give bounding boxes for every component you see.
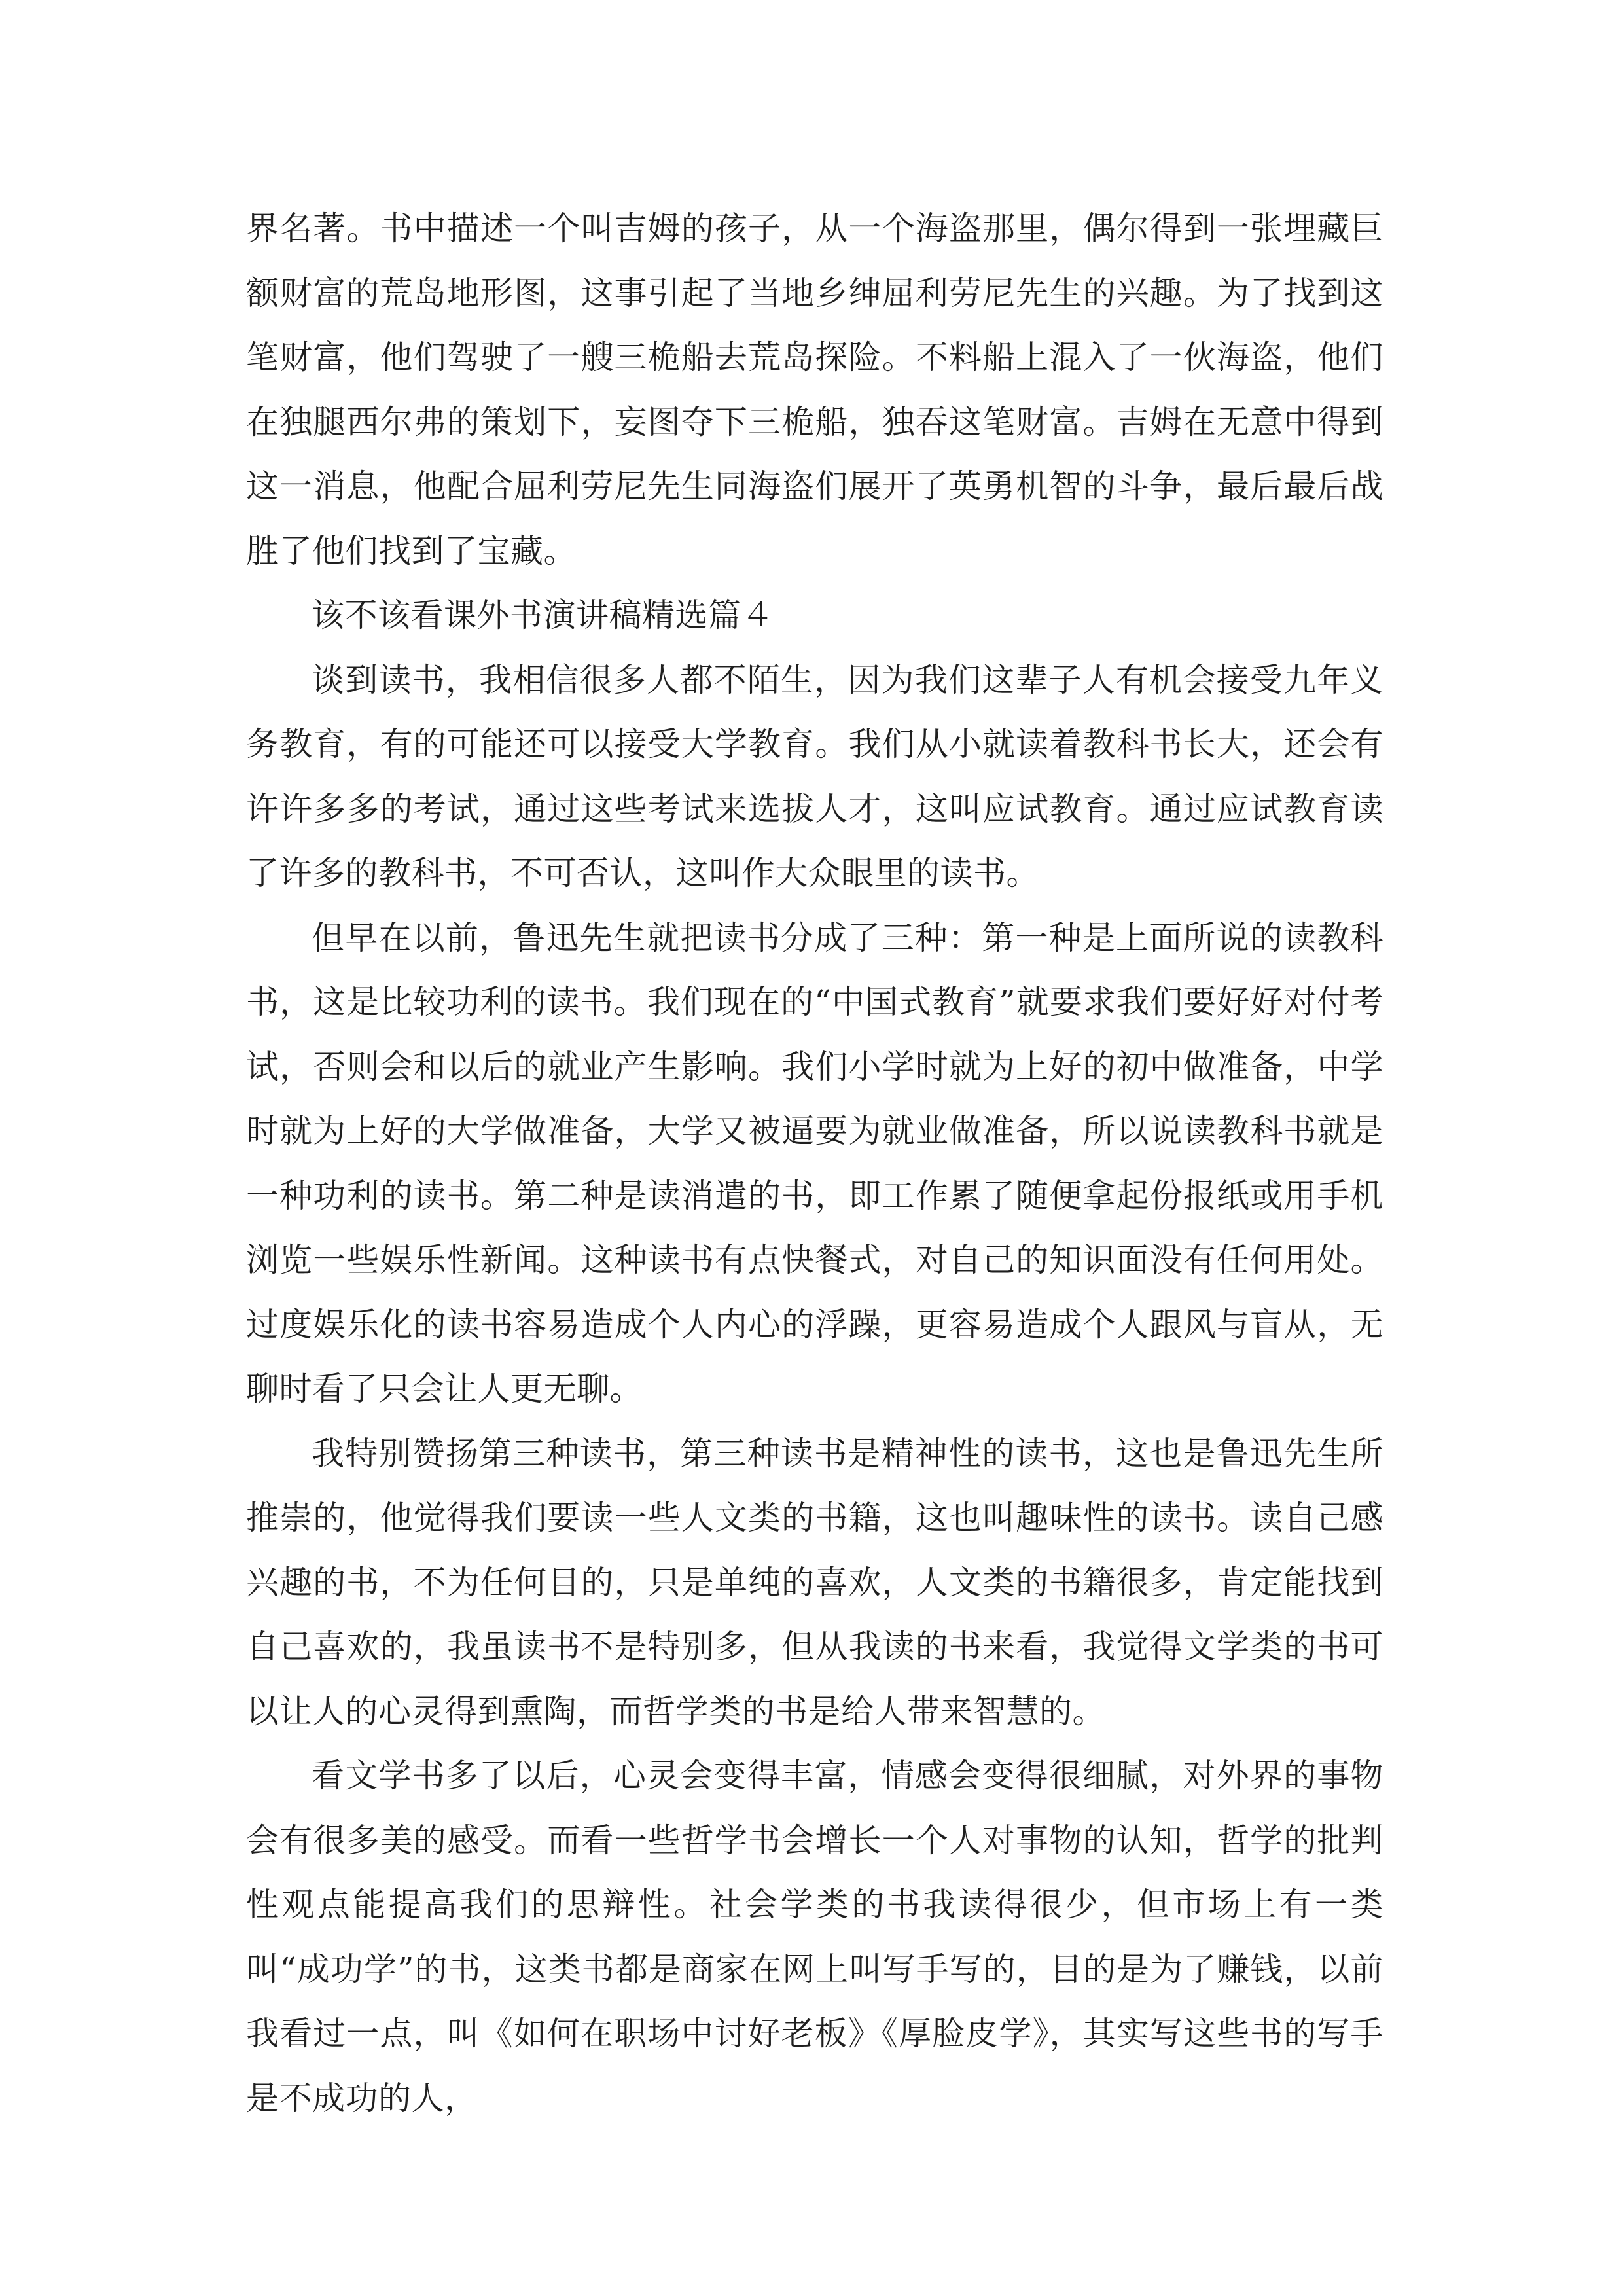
paragraph-reading-intro: 谈到读书，我相信很多人都不陌生，因为我们这辈子人有机会接受九年义务教育，有的可能还可以接受大学教育。我们从小就读着教科书长大，还会有许许多多的考试，通过这些考试来选拔人才，这叫应试教育。通过应试教育读了许多的教科书，不可否认，这叫作大众眼里的读书。 — [246, 660, 1383, 892]
paragraph-three-kinds-of-reading: 但早在以前，鲁迅先生就把读书分成了三种：第一种是上面所说的读教科书，这是比较功利的读书。我们现在的“中国式教育”就要求我们要好好对付考试，否则会和以后的就业产生影响。我们小学时就为上好的初中做准备，中学时就为上好的大学做准备，大学又被逼要为就业做准备，所以说读教科书就是一种功利的读书。第二种是读消遣的书，即工作累了随便拿起份报纸或用手机浏览一些娱乐性新闻。这种读书有点快餐式，对自己的知识面没有任何用处。过度娱乐化的读书容易造成个人内心的浮躁，更容易造成个人跟风与盲从，无聊时看了只会让人更无聊。 — [246, 918, 1383, 1408]
paragraph-spiritual-reading: 我特别赞扬第三种读书，第三种读书是精神性的读书，这也是鲁迅先生所推崇的，他觉得我们要读一些人文类的书籍，这也叫趣味性的读书。读自己感兴趣的书，不为任何目的，只是单纯的喜欢，人文类的书籍很多，肯定能找到自己喜欢的，我虽读书不是特别多，但从我读的书来看，我觉得文学类的书可以让人的心灵得到熏陶，而哲学类的书是给人带来智慧的。 — [246, 1434, 1383, 1731]
document-body — [246, 196, 1383, 2130]
paragraph-treasure-island-summary: 界名著。书中描述一个叫吉姆的孩子，从一个海盗那里，偶尔得到一张埋藏巨额财富的荒岛地形图，这事引起了当地乡绅屈利劳尼先生的兴趣。为了找到这笔财富，他们驾驶了一艘三桅船去荒岛探险。不料船上混入了一伙海盗，他们在独腿西尔弗的策划下，妄图夺下三桅船，独吞这笔财富。吉姆在无意中得到这一消息，他配合屈利劳尼先生同海盗们展开了英勇机智的斗争，最后最后战胜了他们找到了宝藏。 — [246, 209, 1383, 570]
paragraph-literature-philosophy: 看文学书多了以后，心灵会变得丰富，情感会变得很细腻，对外界的事物会有很多美的感受。而看一些哲学书会增长一个人对事物的认知，哲学的批判性观点能提高我们的思辩性。社会学类的书我读得很少，但市场上有一类叫“成功学”的书，这类书都是商家在网上叫写手写的，目的是为了赚钱，以前我看过一点，叫《如何在职场中讨好老板》《厚脸皮学》，其实写这些书的写手是不成功的人， — [246, 1757, 1383, 2117]
section-heading: 该不该看课外书演讲稿精选篇４ — [312, 596, 774, 634]
